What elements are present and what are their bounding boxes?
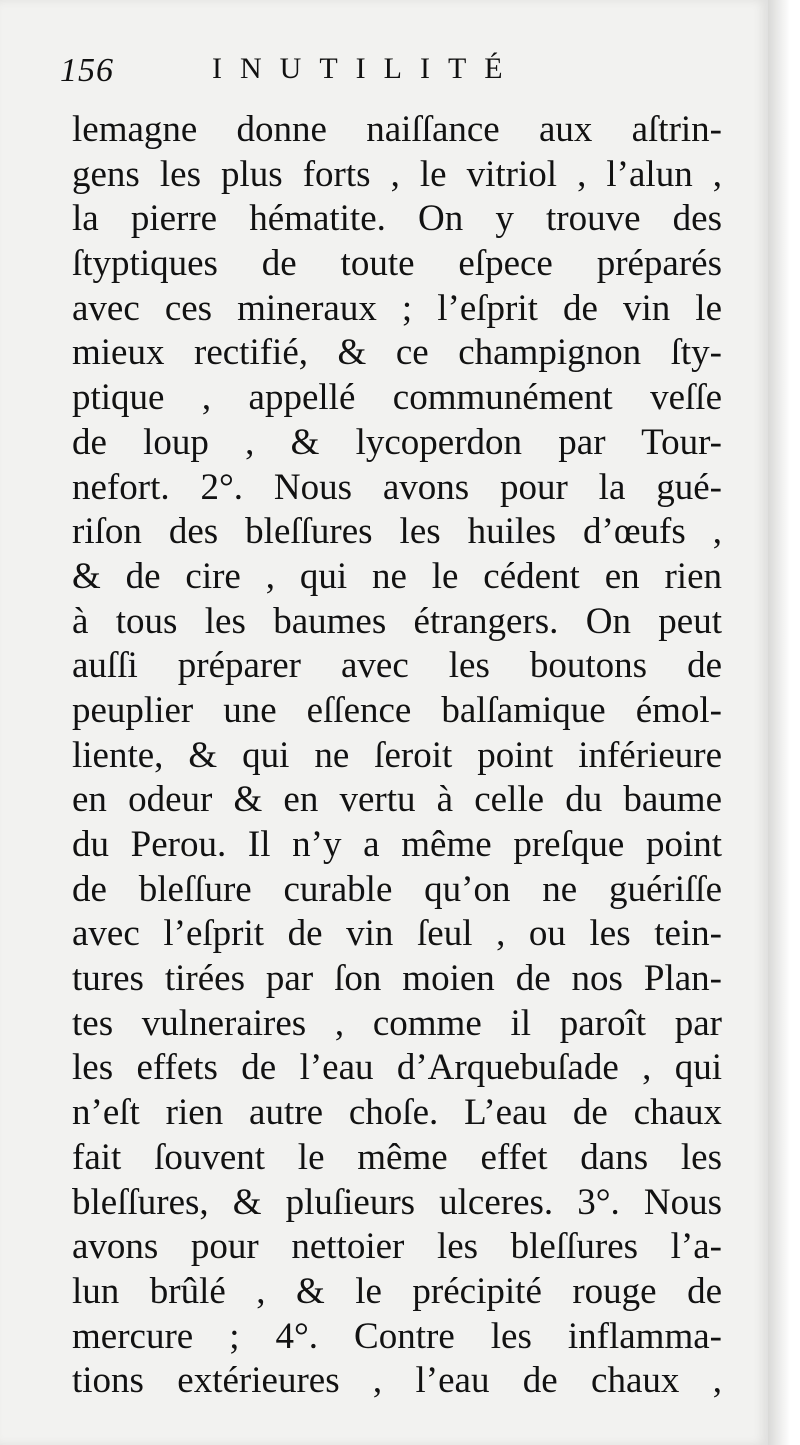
text-line: nefort. 2°. Nous avons pour la gué- [72, 466, 722, 508]
text-line: de bleſſure curable qu’on ne guériſſe [72, 868, 722, 910]
text-line: du Perou. Il n’y a même preſque point [72, 824, 722, 865]
text-line: avec l’eſprit de vin ſeul , ou les tein- [72, 913, 722, 955]
text-line: bleſſures, & pluſieurs ulceres. 3°. Nous [72, 1181, 722, 1223]
text-line: riſon des bleſſures les huiles d’œufs , [72, 511, 722, 553]
text-line: la pierre hématite. On y trouve des [72, 198, 722, 240]
text-line: lun brûlé , & le précipité rouge de [72, 1270, 722, 1312]
text-line: fait ſouvent le même effet dans les [72, 1136, 722, 1178]
text-line: tures tirées par ſon moien de nos Plan- [72, 958, 722, 1000]
text-line: à tous les baumes étrangers. On peut [72, 600, 722, 642]
text-line: ptique , appellé communément veſſe [72, 377, 722, 419]
page-header [60, 52, 700, 102]
text-line: avons pour nettoier les bleſſures l’a- [72, 1226, 722, 1268]
text-line: liente, & qui ne ſeroit point inférieure [72, 734, 722, 776]
text-line: les effets de l’eau d’Arquebuſade , qui [72, 1047, 722, 1089]
text-line: ſtyptiques de toute eſpece préparés [72, 243, 722, 285]
text-line: n’eſt rien autre choſe. L’eau de chaux [72, 1092, 722, 1134]
running-head: INUTILITÉ [212, 52, 521, 85]
text-line: tions extérieures , l’eau de chaux , [72, 1360, 722, 1402]
text-line: tes vulneraires , comme il paroît par [72, 1002, 722, 1044]
body-text [72, 108, 722, 1404]
text-line: mieux rectifié, & ce champignon ſty- [72, 332, 722, 374]
page-number: 156 [60, 52, 114, 89]
text-line: auſſi préparer avec les boutons de [72, 645, 722, 687]
text-line: lemagne donne naiſſance aux aſtrin- [72, 109, 722, 150]
text-line: de loup , & lycoperdon par Tour- [72, 421, 722, 463]
text-line: avec ces mineraux ; l’eſprit de vin le [72, 287, 722, 329]
text-line: en odeur & en vertu à celle du baume [72, 779, 722, 821]
text-line: peuplier une eſſence balſamique émol- [72, 689, 722, 731]
text-line: gens les plus forts , le vitriol , l’alun , [72, 153, 722, 195]
text-line: & de cire , qui ne le cédent en rien [72, 555, 722, 597]
page-edge-shadow [768, 0, 800, 1445]
text-line: mercure ; 4°. Contre les inflamma- [72, 1315, 722, 1357]
